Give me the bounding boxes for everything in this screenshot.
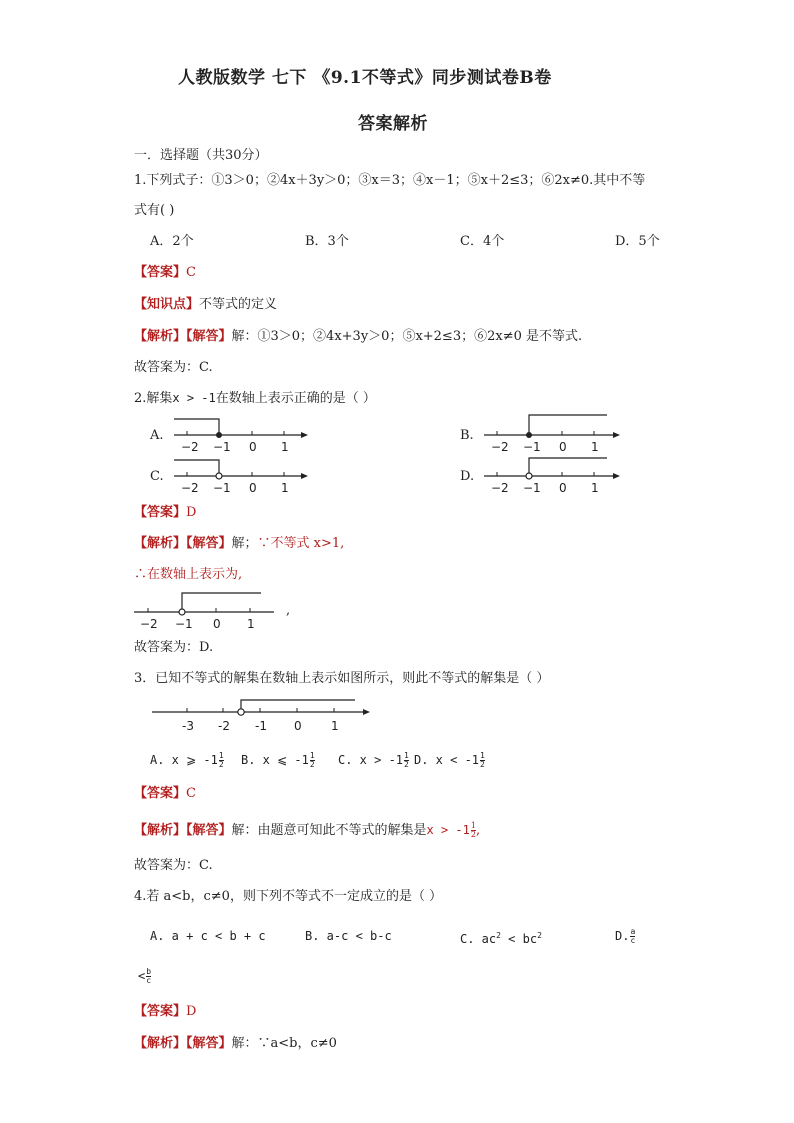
analysis-end: , [475, 823, 481, 838]
q2-stem [134, 390, 376, 407]
q3-option-b [241, 752, 315, 769]
knowledge-text: 不等式的定义 [199, 297, 278, 312]
analysis-math: x > -1 [426, 823, 470, 837]
fraction [310, 752, 315, 769]
tick-label: −2 [491, 481, 509, 495]
tick-label: −1 [523, 481, 541, 495]
q2-analysis-line2: ∴在数轴上表示为, [134, 567, 243, 582]
tick-label: -3 [182, 719, 194, 733]
tick-label: 0 [249, 481, 257, 495]
knowledge-tag: 【知识点】 [134, 297, 200, 312]
frac-den: 2 [218, 760, 224, 769]
tick-label: −1 [175, 617, 193, 631]
q3-option-c-text: C. x > -1 [338, 753, 404, 767]
q3-answer [134, 786, 196, 802]
q2-stem-a: 2.解集 [134, 391, 173, 406]
closed-dot [216, 432, 222, 438]
tick-label: −1 [523, 440, 541, 454]
axis-arrow [613, 473, 620, 479]
q1-option-a: A．2个 [150, 234, 194, 249]
open-dot [238, 709, 244, 715]
answer-tag: 【答案】 [134, 1004, 187, 1019]
less-than: < [138, 969, 146, 983]
q2-answer [134, 505, 196, 521]
q2-number-line-d [480, 456, 625, 496]
q3-option-c [338, 752, 409, 769]
frac-num: 1 [404, 751, 409, 760]
axis-arrow [613, 432, 620, 438]
analysis-text: 解：①3＞0；②4x+3y＞0；⑤x+2≤3；⑥2x≠0 是不等式. [231, 329, 583, 344]
open-dot [216, 473, 222, 479]
q3-option-a [150, 752, 224, 769]
document-subtitle: 答案解析 [358, 114, 428, 134]
analysis-tag: 【解析】【解答】 [134, 1036, 232, 1051]
fraction [146, 968, 151, 985]
answer-value: C [186, 786, 196, 801]
tick-label: 0 [213, 617, 221, 631]
q2-number-line-b [480, 415, 625, 455]
frac-num: 1 [470, 821, 476, 830]
frac-num: 1 [309, 751, 315, 760]
tick-label: 1 [281, 481, 289, 495]
closed-dot [526, 432, 532, 438]
analysis-tag: 【解析】【解答】 [134, 823, 232, 838]
solution-ray [529, 415, 607, 435]
tick-label: 0 [294, 719, 302, 733]
tick-label: 1 [591, 440, 599, 454]
q1-conclusion: 故答案为：C. [134, 360, 213, 375]
q2-analysis [134, 536, 344, 552]
q1-option-b: B．3个 [305, 234, 349, 249]
q4-option-d-continued [138, 968, 151, 985]
q1-answer [134, 265, 196, 281]
q2-number-line-a [170, 415, 310, 455]
q2-figure-comma: , [286, 603, 291, 618]
frac-num: 1 [480, 751, 485, 760]
q2-number-line-c [170, 456, 310, 496]
analysis-tag: 【解析】【解答】 [134, 329, 232, 344]
frac-den: c [146, 976, 152, 985]
fraction [630, 928, 635, 945]
q4-option-d-label: D. [615, 929, 630, 943]
document-title: 人教版数学 七下 《9.1不等式》同步测试卷B卷 [178, 68, 552, 88]
q2-stem-c: 在数轴上表示正确的是（ ） [215, 391, 376, 406]
analysis-text-a: 解； [231, 536, 258, 551]
solution-ray [182, 593, 261, 609]
q1-knowledge-point [134, 297, 277, 313]
q4-option-c-b: < bc [500, 932, 538, 946]
superscript: 2 [496, 931, 501, 940]
q4-analysis [134, 1036, 337, 1052]
q4-option-c [460, 928, 542, 947]
q4-option-d [615, 928, 635, 945]
q3-option-d [414, 752, 485, 769]
q3-option-b-text: B. x ⩽ -1 [241, 753, 309, 767]
tick-label: −1 [213, 481, 231, 495]
frac-den: 2 [404, 760, 409, 769]
tick-label: 0 [559, 440, 567, 454]
q1-stem-line2: 式有( ) [134, 203, 175, 218]
frac-num: a [630, 927, 636, 936]
tick-label: 0 [249, 440, 257, 454]
axis-arrow [301, 473, 308, 479]
q4-option-b: B. a-c < b-c [305, 929, 392, 943]
frac-den: c [630, 936, 636, 945]
q3-number-line [150, 700, 375, 736]
open-dot [526, 473, 532, 479]
q3-analysis [134, 822, 480, 839]
q2-option-c-label: C. [150, 469, 164, 484]
open-dot [179, 609, 185, 615]
frac-num: b [146, 967, 152, 976]
solution-ray [174, 460, 219, 473]
q1-analysis [134, 329, 582, 345]
analysis-tag: 【解析】【解答】 [134, 536, 232, 551]
q3-option-d-text: D. x < -1 [414, 753, 480, 767]
q4-stem: 4.若 a<b，c≠0，则下列不等式不一定成立的是（ ） [134, 889, 443, 904]
tick-label: 0 [559, 481, 567, 495]
axis-arrow [363, 709, 370, 715]
q3-stem: 3．已知不等式的解集在数轴上表示如图所示，则此不等式的解集是（ ） [134, 671, 550, 686]
analysis-text: 解：∵a<b，c≠0 [231, 1036, 337, 1051]
answer-tag: 【答案】 [134, 786, 187, 801]
frac-den: 2 [309, 760, 315, 769]
q2-stem-math: x > -1 [172, 391, 216, 405]
answer-tag: 【答案】 [134, 505, 187, 520]
q2-answer-number-line [134, 590, 284, 632]
tick-label: −1 [213, 440, 231, 454]
tick-label: −2 [491, 440, 509, 454]
solution-ray [241, 700, 355, 709]
q3-option-a-text: A. x ⩾ -1 [150, 753, 218, 767]
tick-label: 1 [281, 440, 289, 454]
fraction [404, 752, 409, 769]
fraction [219, 752, 224, 769]
frac-num: 1 [218, 751, 224, 760]
tick-label: 1 [591, 481, 599, 495]
analysis-text: 解：由题意可知此不等式的解集是 [231, 823, 427, 838]
q2-option-d-label: D. [460, 469, 475, 484]
q1-option-d: D．5个 [615, 234, 660, 249]
solution-ray [174, 419, 219, 435]
answer-value: D [186, 505, 197, 520]
q2-option-a-label: A. [150, 428, 164, 443]
answer-value: D [186, 1004, 197, 1019]
tick-label: −2 [181, 440, 199, 454]
q1-stem-line1: 1.下列式子：①3＞0；②4x＋3y＞0；③x＝3；④x－1；⑤x＋2≤3；⑥2x≠0.其中不等 [134, 173, 646, 188]
solution-ray [529, 458, 607, 473]
frac-den: 2 [480, 760, 485, 769]
frac-den: 2 [470, 830, 476, 839]
axis-arrow [301, 432, 308, 438]
tick-label: −2 [181, 481, 199, 495]
superscript: 2 [537, 931, 542, 940]
fraction [480, 752, 485, 769]
q4-answer [134, 1004, 196, 1020]
tick-label: 1 [331, 719, 339, 733]
q1-option-c: C．4个 [460, 234, 505, 249]
q4-option-a: A. a + c < b + c [150, 929, 266, 943]
tick-label: 1 [247, 617, 255, 631]
q2-conclusion: 故答案为：D. [134, 640, 214, 655]
section-heading: 一．选择题（共30分） [134, 148, 268, 163]
analysis-text-b: ∵不等式 x>1, [257, 536, 345, 551]
tick-label: -2 [218, 719, 230, 733]
tick-label: −2 [140, 617, 158, 631]
answer-value: C [186, 265, 196, 280]
q2-option-b-label: B. [460, 428, 474, 443]
q3-conclusion: 故答案为：C. [134, 858, 213, 873]
answer-tag: 【答案】 [134, 265, 187, 280]
q4-option-c-a: C. ac [460, 932, 497, 946]
tick-label: -1 [255, 719, 267, 733]
